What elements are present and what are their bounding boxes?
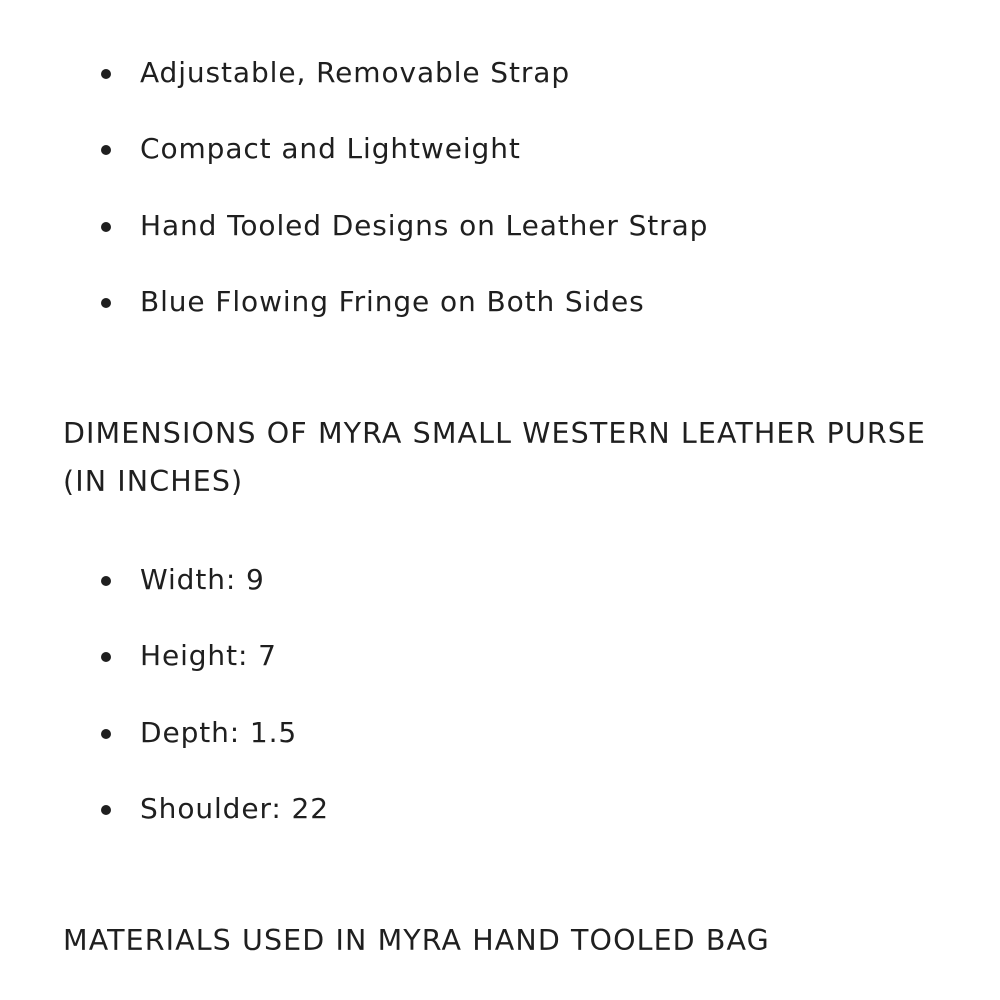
dimensions-heading: DIMENSIONS OF MYRA SMALL WESTERN LEATHER PURSE (IN INCHES)	[63, 417, 927, 498]
bullet-icon	[101, 576, 111, 586]
bullet-icon	[101, 222, 111, 232]
list-item	[0, 709, 1000, 757]
bullet-icon	[101, 69, 111, 79]
materials-heading: MATERIALS USED IN MYRA HAND TOOLED BAG	[63, 924, 770, 957]
list-item	[0, 632, 1000, 680]
dimension-text: Width: 9	[140, 563, 265, 596]
dimension-text: Height: 7	[140, 639, 277, 673]
feature-text: Compact and Lightweight	[140, 132, 521, 166]
bullet-icon	[101, 145, 111, 155]
list-item	[0, 278, 1000, 326]
features-list	[0, 49, 1000, 354]
list-item	[0, 556, 1000, 604]
bullet-icon	[101, 298, 111, 308]
list-item	[0, 125, 1000, 173]
feature-text: Hand Tooled Designs on Leather Strap	[140, 208, 709, 242]
dimension-text: Depth: 1.5	[140, 715, 298, 749]
dimension-text: Shoulder: 22	[140, 791, 329, 825]
feature-text: Blue Flowing Fringe on Both Sides	[140, 284, 645, 318]
list-item	[0, 49, 1000, 97]
bullet-icon	[101, 805, 111, 815]
dimensions-list	[0, 556, 1000, 861]
bullet-icon	[101, 652, 111, 662]
bullet-icon	[101, 729, 111, 739]
feature-text: Adjustable, Removable Strap	[140, 56, 570, 89]
list-item	[0, 202, 1000, 250]
list-item	[0, 785, 1000, 833]
